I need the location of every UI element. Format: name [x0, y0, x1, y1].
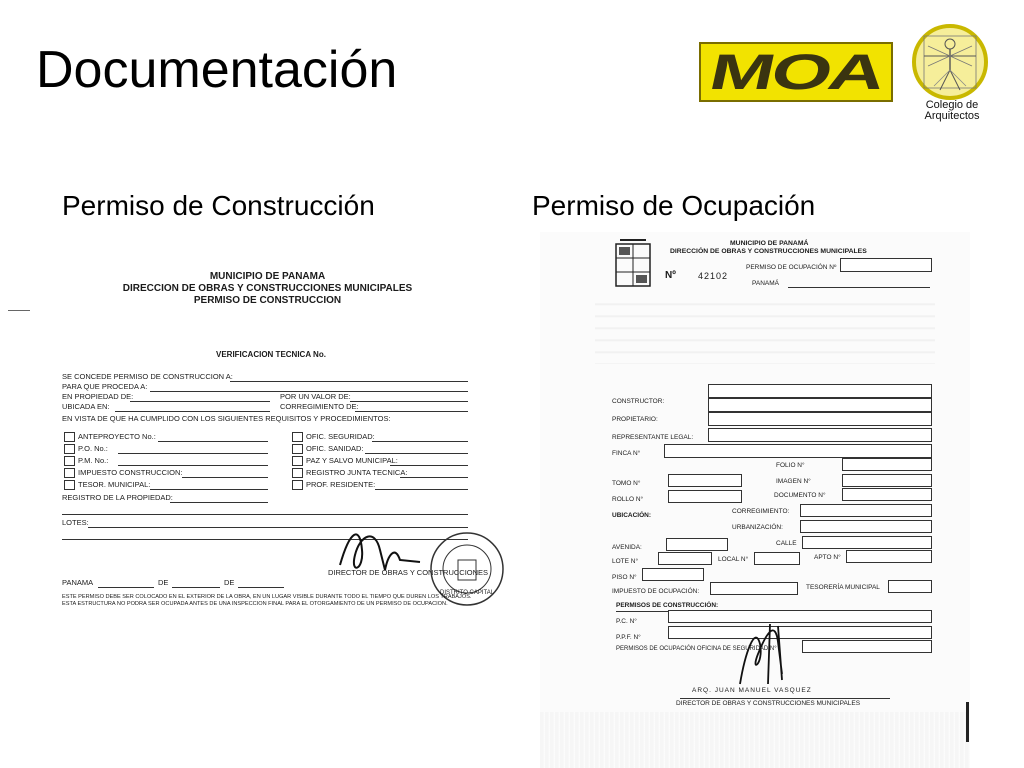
- escudo-panama-icon: [612, 236, 654, 294]
- firmante: ARQ. JUAN MANUEL VASQUEZ: [692, 687, 812, 694]
- caption-permiso-ocupacion: Permiso de Ocupación: [532, 190, 816, 221]
- nota-ocupacion: ESTA ESTRUCTURA NO PODRA SER OCUPADA ANTES DE UNA INSPECCION FINAL PARA EL OTORGAMIENTO DE UN PERMISO DE OCUPACION.: [62, 601, 448, 607]
- moa-logo-text: MOA: [704, 44, 888, 100]
- line-requisitos: EN VISTA DE QUE HA CUMPLIDO CON LOS SIGUIENTES REQUISITOS Y PROCEDIMIENTOS:: [62, 414, 391, 423]
- field-urbanizacion: URBANIZACIÓN:: [732, 524, 783, 531]
- moa-logo: [699, 42, 893, 102]
- field-documento: DOCUMENTO N°: [774, 492, 826, 499]
- lotes: LOTES:: [62, 518, 89, 527]
- field-imagen: IMAGEN N°: [776, 478, 811, 485]
- caption-permiso-construccion: Permiso de Construcción: [62, 190, 375, 221]
- scan-edge-mark: [966, 702, 969, 742]
- verificacion-tecnica: VERIFICACION TECNICA No.: [216, 350, 326, 359]
- nota-colocacion: ESTE PERMISO DEBE SER COLOCADO EN EL EXTERIOR DE LA OBRA, EN UN LUGAR VISIBLE DURANTE TODO EL TIEMPO QUE DUREN LOS TRABAJOS.: [62, 594, 472, 600]
- colegio-logo-text: Colegio de Arquitectos: [924, 99, 980, 122]
- field-tesoreria: TESORERÍA MUNICIPAL: [806, 584, 880, 591]
- field-lote: LOTE N°: [612, 558, 639, 565]
- field-local: LOCAL N°: [718, 556, 749, 563]
- field-corregimiento: CORREGIMIENTO:: [732, 508, 790, 515]
- check-registro-junta: REGISTRO JUNTA TECNICA:: [306, 468, 408, 477]
- slide-title: Documentación: [36, 41, 398, 99]
- field-permisos-construccion: PERMISOS DE CONSTRUCCIÓN:: [616, 602, 719, 609]
- signature-ocupacion-icon: [720, 614, 820, 694]
- permiso-ocupacion-no: PERMISO DE OCUPACIÓN Nº: [746, 264, 837, 271]
- field-avenida: AVENIDA:: [612, 544, 642, 551]
- check-paz-salvo: PAZ Y SALVO MUNICIPAL:: [306, 456, 398, 465]
- field-apto: APTO N°: [814, 554, 841, 561]
- registro-propiedad: REGISTRO DE LA PROPIEDAD:: [62, 493, 173, 502]
- form-header-permiso: PERMISO DE CONSTRUCCION: [193, 295, 342, 306]
- permiso-ocupacion-scan: [540, 232, 970, 768]
- check-anteproyecto: ANTEPROYECTO No.:: [78, 432, 156, 441]
- line-propiedad: EN PROPIEDAD DE:: [62, 392, 134, 401]
- fecha-de-1: DE: [158, 578, 169, 587]
- line-proceda: PARA QUE PROCEDA A:: [62, 382, 148, 391]
- field-pc: P.C. N°: [616, 618, 637, 625]
- seal-text: DISTRITO CAPITAL: [440, 590, 495, 596]
- form-header-direccion: DIRECCION DE OBRAS Y CONSTRUCCIONES MUNICIPALES: [122, 283, 413, 294]
- check-pm: P.M. No.:: [78, 456, 109, 465]
- check-sanidad: OFIC. SANIDAD:: [306, 444, 364, 453]
- field-ppf: P.P.F. N°: [616, 634, 641, 641]
- check-seguridad: OFIC. SEGURIDAD:: [306, 432, 375, 441]
- field-impuesto: IMPUESTO DE OCUPACIÓN:: [612, 588, 700, 595]
- field-constructor: CONSTRUCTOR:: [612, 398, 665, 405]
- line-ubicada: UBICADA EN:: [62, 402, 110, 411]
- panama-fecha: PANAMA: [62, 578, 94, 587]
- line-corregimiento: CORREGIMIENTO DE:: [280, 402, 359, 411]
- field-calle: CALLE: [776, 540, 797, 547]
- permiso-construccion-scan: [0, 268, 515, 628]
- director-ocupacion: DIRECTOR DE OBRAS Y CONSTRUCCIONES MUNICIPALES: [676, 700, 861, 707]
- line-valor: POR UN VALOR DE:: [280, 392, 351, 401]
- scan-mark: [8, 310, 30, 311]
- header-direccion: DIRECCIÓN DE OBRAS Y CONSTRUCCIONES MUNICIPALES: [670, 248, 867, 255]
- field-ubicacion: UBICACIÓN:: [612, 512, 651, 519]
- field-propietario: PROPIETARIO:: [612, 416, 658, 423]
- fecha-de-2: DE: [224, 578, 235, 587]
- field-tomo: TOMO N°: [612, 480, 641, 487]
- line-concede: SE CONCEDE PERMISO DE CONSTRUCCION A:: [62, 372, 233, 381]
- form-header-municipio: MUNICIPIO DE PANAMA: [209, 271, 326, 282]
- field-rollo: ROLLO N°: [612, 496, 644, 503]
- field-representante: REPRESENTANTE LEGAL:: [612, 434, 694, 441]
- header-municipio: MUNICIPIO DE PANAMÁ: [730, 240, 809, 247]
- check-impuesto: IMPUESTO CONSTRUCCION:: [78, 468, 183, 477]
- panama-label: PANAMÁ: [752, 280, 779, 287]
- numero-label: Nº: [665, 270, 676, 281]
- field-folio: FOLIO N°: [776, 462, 805, 469]
- check-prof-residente: PROF. RESIDENTE:: [306, 480, 376, 489]
- check-tesoreria: TESOR. MUNICIPAL:: [78, 480, 151, 489]
- numero-permiso: 42102: [698, 271, 729, 281]
- director-obras: DIRECTOR DE OBRAS Y CONSTRUCCIONES: [328, 568, 489, 577]
- field-piso: PISO N°: [612, 574, 637, 581]
- field-finca: FINCA N°: [612, 450, 641, 457]
- field-permisos-ocupacion: PERMISOS DE OCUPACIÓN OFICINA DE SEGURIDAD N°: [616, 646, 777, 652]
- check-po: P.O. No.:: [78, 444, 108, 453]
